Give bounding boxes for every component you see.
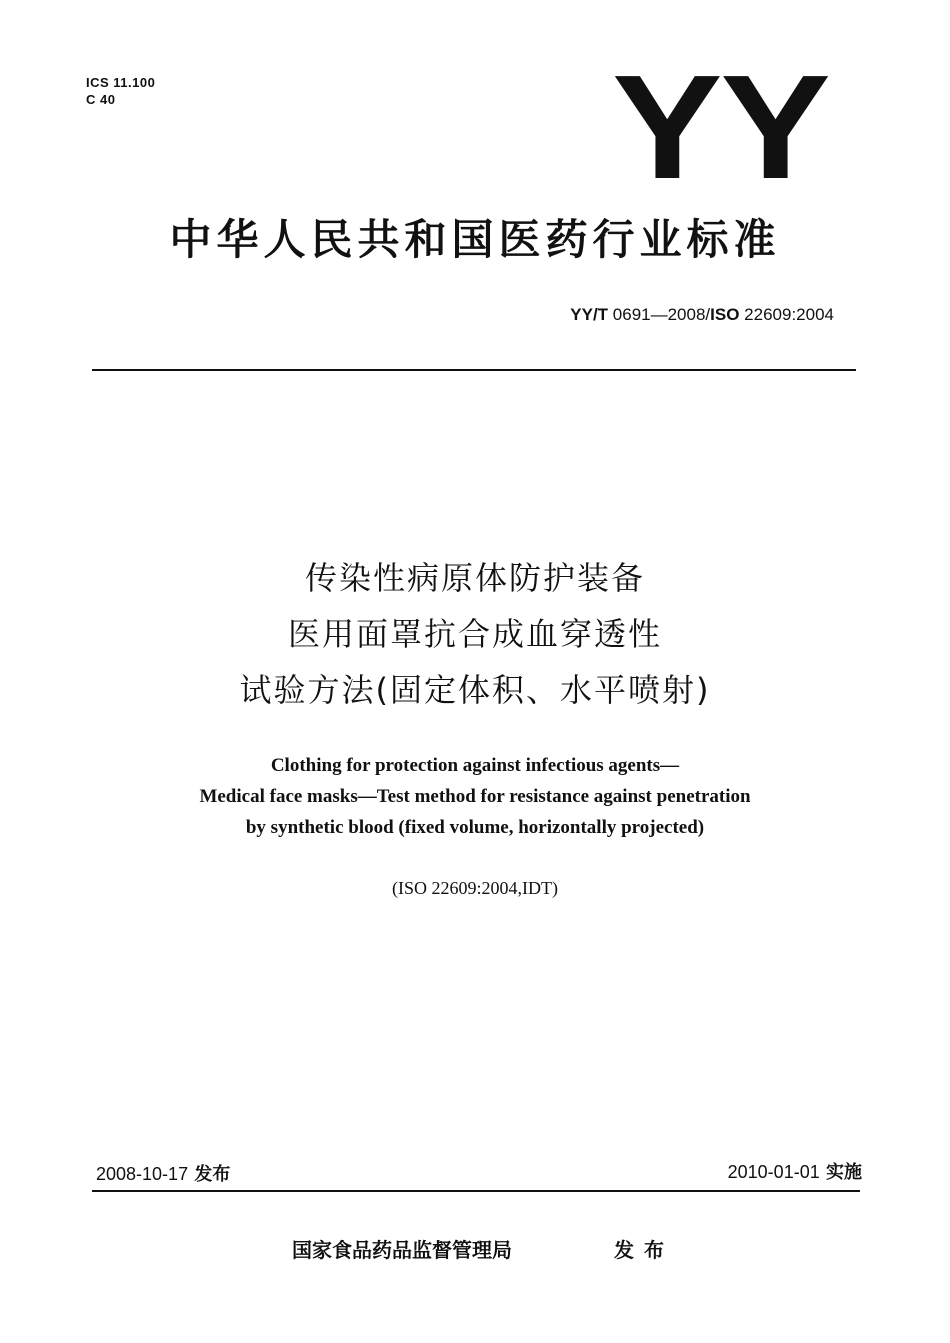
classification-codes: [86, 74, 155, 108]
bottom-divider: [92, 1190, 860, 1192]
effective-date-value: 2010-01-01: [727, 1162, 820, 1182]
issuer-name: 国家食品药品监督管理局: [292, 1238, 512, 1262]
release-date-value: 2008-10-17: [96, 1164, 189, 1184]
standard-category-title: 中华人民共和国医药行业标准: [169, 215, 781, 264]
standard-number-prefix: YY/T: [570, 305, 609, 324]
standard-number-suffix: 22609:2004: [739, 305, 834, 324]
document-title-chinese: [0, 550, 950, 718]
yy-logo: YY: [612, 45, 829, 210]
title-en-line: Clothing for protection against infectious agents—: [270, 755, 680, 776]
title-en-line: Medical face masks—Test method for resistance against penetration: [199, 786, 751, 807]
release-date: [96, 1162, 230, 1187]
effective-date: [728, 1160, 862, 1185]
issuer-action: 发布: [614, 1238, 674, 1262]
title-en-line: by synthetic blood (fixed volume, horizontally projected): [245, 817, 705, 838]
title-cn-line: 医用面罩抗合成血穿透性: [287, 615, 662, 653]
class-code: C 40: [86, 92, 116, 107]
ics-code: ICS 11.100: [86, 75, 156, 90]
title-cn-line: 试验方法(固定体积、水平喷射): [239, 671, 711, 709]
top-divider: [92, 369, 856, 371]
standard-number: [570, 304, 834, 326]
title-cn-line: 传染性病原体防护装备: [304, 559, 645, 597]
standard-number-mid: 0691—2008/: [608, 305, 711, 324]
iso-reference: (ISO 22609:2004,IDT): [392, 878, 558, 898]
effective-label: 实施: [819, 1162, 862, 1183]
document-title-english: [0, 750, 950, 843]
release-label: 发布: [188, 1164, 231, 1185]
standard-number-iso: ISO: [710, 305, 740, 324]
